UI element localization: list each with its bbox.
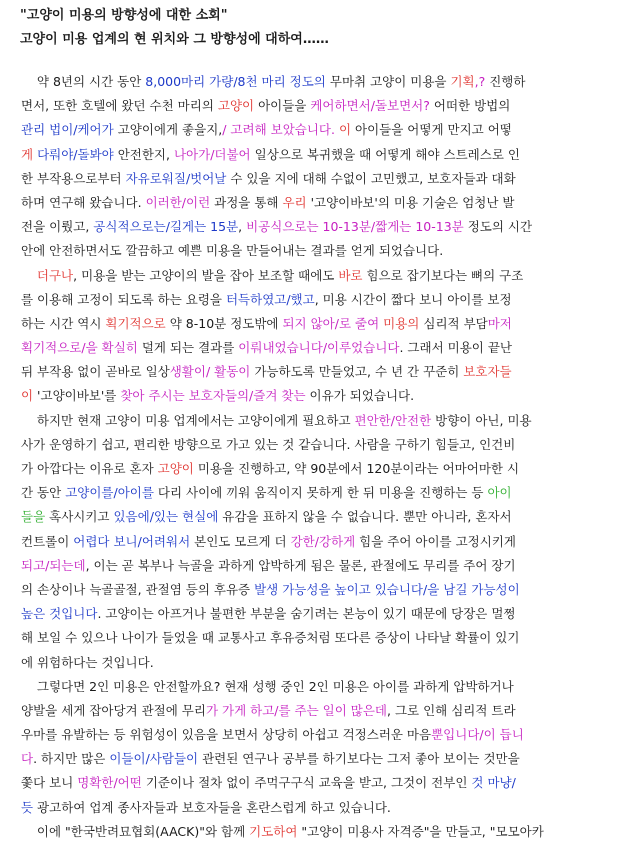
text-segment: 사가 운영하기 쉽고, 편리한 방향으로 가고 있는 것 같습니다. 사람을 구하기 힘들고, 인건비 xyxy=(21,436,516,452)
text-line xyxy=(21,675,621,699)
text-segment: 하는 시간 역시 xyxy=(21,315,106,331)
text-segment: 게 xyxy=(21,146,34,162)
text-segment: 비공식으로는 10-13분/짧게는 10-13분 xyxy=(246,219,464,235)
text-segment: 간 동안 xyxy=(21,485,66,501)
text-segment: 힘을 주어 아이를 고정시키게 xyxy=(355,533,516,549)
text-segment: 가능하도록 만들었고, 수 년 간 꾸준히 xyxy=(250,364,464,380)
text-segment: 이 xyxy=(21,388,34,404)
text-segment: 혹사시키고 xyxy=(45,509,114,525)
text-line xyxy=(21,530,621,554)
text-segment: 이 xyxy=(338,122,352,138)
text-segment: 공식적으로는/길게는 15분 xyxy=(93,219,239,235)
text-segment: 약 8-10분 정도밖에 xyxy=(165,315,283,331)
text-line xyxy=(21,796,621,820)
document-subtitle: 고양이 미용 업계의 현 위치와 그 방향성에 대하여…… xyxy=(20,32,329,47)
text-segment: 아이들을 어떻게 만지고 어떻 xyxy=(351,122,512,138)
text-segment: 생활이/ 활동이 xyxy=(169,364,251,380)
text-segment: 자유로워질/벗어날 xyxy=(125,170,227,186)
text-segment: 기도하여 xyxy=(249,823,298,839)
text-line xyxy=(21,771,621,795)
text-segment: 이뤄내었습니다/이루었습니다 xyxy=(238,340,400,356)
text-segment: 미용의 xyxy=(383,315,420,331)
text-segment: 기획 xyxy=(450,74,475,89)
text-segment: 본인도 모르게 더 xyxy=(190,533,291,549)
text-segment: 과정을 통해 xyxy=(210,194,283,210)
text-segment: 관련된 연구나 공부를 하기보다는 그저 좋아 보이는 것만을 xyxy=(198,751,520,767)
text-segment: / 고려해 보았습니다. xyxy=(222,122,335,138)
text-segment: 심리적 부담 xyxy=(419,315,488,331)
text-segment: 있음에/있는 현실에 xyxy=(113,509,219,525)
text-line xyxy=(21,167,621,191)
text-segment: , 미용 시간이 짧다 보니 아이를 보정 xyxy=(314,291,512,307)
text-segment: '고양이바보'를 xyxy=(33,388,121,404)
text-segment: 유감을 표하지 않을 수 없습니다. 뿐만 아니라, 혼자서 xyxy=(218,509,512,525)
text-line xyxy=(21,143,621,167)
text-segment: 하지만 현재 고양이 미용 업계에서는 고양이에게 필요하고 xyxy=(21,412,355,428)
text-segment: 쫓다 보니 xyxy=(21,775,78,791)
text-segment: 힘으로 잡기보다는 뼈의 구조 xyxy=(362,267,524,283)
text-line xyxy=(21,239,621,263)
text-segment: 듯 xyxy=(21,799,34,815)
text-segment xyxy=(21,268,37,283)
text-segment: 뿐입니다/이 듭니 xyxy=(431,727,524,743)
text-segment: 덜게 되는 결과를 xyxy=(137,340,239,356)
text-segment: 진행하 xyxy=(485,74,526,89)
text-line xyxy=(21,360,621,384)
text-segment: 고양이 xyxy=(157,461,194,476)
text-segment: 이에 "한국반려묘협회(AACK)"와 함께 xyxy=(21,823,250,839)
text-segment: 터득하였고/했고 xyxy=(225,291,315,307)
text-segment: 획기적으로/을 확실히 xyxy=(21,340,138,356)
text-segment: 그렇다면 2인 미용은 안전할까요? 현재 성행 중인 2인 미용은 아이를 과하게 압박하거나 xyxy=(21,678,514,694)
text-segment: 케어하면서/돌보면서? xyxy=(310,98,430,114)
text-segment: "고양이 미용사 자격증"을 만들고, "모모아카 xyxy=(297,823,544,839)
text-segment: 보호자들 xyxy=(463,364,512,380)
text-segment: 에 위험하다는 것입니다. xyxy=(21,654,154,670)
text-segment: 뒤 부작용 없이 곧바로 일상 xyxy=(21,364,170,380)
text-segment: 강한/강하게 xyxy=(290,533,356,549)
text-segment: 안전한지, xyxy=(113,146,174,162)
text-segment: 안에 안전하면서도 깔끔하고 예쁜 미용을 만들어내는 결과를 얻게 되었습니다. xyxy=(21,243,444,259)
text-segment: 방향이 아닌, 미용 xyxy=(431,412,532,428)
text-segment: 8,000마리 가량/8천 마리 정도의 xyxy=(145,74,326,89)
text-segment: 명확한/어떤 xyxy=(77,775,142,791)
text-segment: 무마취 고양이 미용을 xyxy=(325,74,451,89)
text-line xyxy=(21,94,621,118)
text-segment: 우마를 유발하는 등 위험성이 있음을 보면서 상당히 아쉽고 걱정스러운 마음 xyxy=(21,727,432,743)
text-line xyxy=(21,554,621,578)
text-line xyxy=(21,820,621,844)
text-segment: 더구나 xyxy=(36,267,74,283)
text-segment: . 고양이는 아프거나 불편한 부분을 숨기려는 본능이 있기 때문에 당장은 멀쩡 xyxy=(97,606,516,622)
text-line xyxy=(21,578,621,602)
text-line xyxy=(21,312,621,336)
text-segment: 아이 xyxy=(487,485,512,501)
text-segment: 아이들을 xyxy=(254,98,311,114)
text-segment: 관리 법이/케어가 xyxy=(21,122,114,138)
text-line xyxy=(21,191,621,215)
text-segment: 광고하여 업계 종사자들과 보호자들을 혼란스럽게 하고 있습니다. xyxy=(33,799,391,815)
text-segment: 한 부작용으로부터 xyxy=(21,170,126,186)
document-body xyxy=(21,70,621,844)
text-segment: 고양이 xyxy=(217,98,255,114)
text-segment: 이유가 되었습니다. xyxy=(305,388,415,404)
text-line xyxy=(21,433,621,457)
text-line xyxy=(21,409,621,433)
text-line xyxy=(21,481,621,505)
text-segment: 전을 이뤘고, xyxy=(21,219,94,235)
text-line xyxy=(21,602,621,626)
text-segment: 컨트롤이 xyxy=(21,533,74,549)
text-segment: 발생 가능성을 높이고 있습니다/을 남길 가능성이 xyxy=(254,581,520,597)
text-segment: , 그로 인해 심리적 트라 xyxy=(387,702,516,718)
text-segment: ,? xyxy=(474,74,486,89)
text-line xyxy=(21,651,621,675)
text-segment: 편안한/안전한 xyxy=(354,412,432,428)
text-segment: 것 마냥/ xyxy=(471,775,516,791)
text-segment: 이들이/사람들이 xyxy=(109,751,199,767)
text-line xyxy=(21,626,621,650)
text-segment: 우리 xyxy=(282,194,307,210)
text-segment: 양발을 세게 잡아당겨 관절에 무리 xyxy=(21,702,206,718)
text-segment: 일상으로 복귀했을 때 어떻게 해야 스트레스로 인 xyxy=(250,146,520,162)
text-line xyxy=(21,70,621,94)
text-line xyxy=(21,747,621,771)
text-line xyxy=(21,457,621,481)
text-line xyxy=(21,288,621,312)
text-segment: 이러한/이런 xyxy=(145,194,211,210)
text-line xyxy=(21,699,621,723)
text-segment: 들을 xyxy=(21,509,46,525)
text-segment: 다리 사이에 끼워 움직이지 못하게 한 뒤 미용을 진행하는 등 xyxy=(153,485,488,501)
text-segment: 찾아 주시는 보호자들의/즐겨 찾는 xyxy=(120,388,306,404)
text-segment: 획기적으로 xyxy=(105,315,166,331)
text-segment: , 미용을 받는 고양이의 발을 잡아 보조할 때에도 xyxy=(73,267,339,283)
text-segment: 나아가/더불어 xyxy=(173,146,251,162)
text-line xyxy=(21,723,621,747)
text-segment: 가 가게 하고/를 주는 일이 많은데 xyxy=(205,702,388,718)
text-segment: 어렵다 보니/어려워서 xyxy=(73,533,191,549)
text-segment: 를 이용해 고정이 되도록 하는 요령을 xyxy=(21,291,226,307)
text-segment: 가 아깝다는 이유로 혼자 xyxy=(21,461,158,476)
text-segment: 하며 연구해 왔습니다. xyxy=(21,194,146,210)
text-segment: 수 있을 지에 대해 수없이 고민했고, 보호자들과 대화 xyxy=(226,170,516,186)
text-segment: 다 xyxy=(21,751,34,767)
text-segment: , 이는 곧 복부나 늑골을 과하게 압박하게 됨은 물론, 관절에도 무리를 주어 장기 xyxy=(85,557,516,573)
text-segment: 정도의 시간 xyxy=(463,219,533,235)
text-segment: 면서, 또한 호텔에 왔던 수천 마리의 xyxy=(21,98,218,114)
text-line xyxy=(21,505,621,529)
text-line xyxy=(21,118,621,142)
text-segment: , xyxy=(238,219,247,235)
text-segment: 되고/되는데 xyxy=(21,557,86,573)
text-segment: 되지 않아/로 줄여 xyxy=(282,315,380,331)
text-segment: 해 보일 수 있으나 나이가 들었을 때 교통사고 후유증처럼 또다른 증상이 나타날 확률이 있기 xyxy=(21,630,520,646)
text-segment: 바로 xyxy=(338,267,363,283)
text-segment: . 하지만 많은 xyxy=(33,751,110,767)
text-line xyxy=(21,264,621,288)
text-segment: 기준이나 절차 없이 주먹구구식 교육을 받고, 그것이 전부인 xyxy=(141,775,472,791)
text-segment: . 그래서 미용이 끝난 xyxy=(399,340,512,356)
document-title: "고양이 미용의 방향성에 대한 소회" xyxy=(20,8,228,23)
text-segment: '고양이바보'의 미용 기술은 엄청난 발 xyxy=(306,194,515,210)
text-segment: 고양이를/아이를 xyxy=(65,485,154,501)
text-segment: 고양이에게 좋을지, xyxy=(113,122,223,138)
text-line xyxy=(21,215,621,239)
text-segment: 미용을 진행하고, 약 90분에서 120분이라는 어마어마한 시 xyxy=(193,461,520,476)
text-segment: 의 손상이나 늑골골절, 관절염 등의 후유증 xyxy=(21,581,255,597)
text-segment: 다뤄야/돌봐야 xyxy=(37,146,114,162)
text-segment: 마저 xyxy=(487,315,512,331)
text-segment: 높은 것입니다 xyxy=(21,606,98,622)
text-line xyxy=(21,384,621,408)
text-segment: 어떠한 방법의 xyxy=(429,98,511,114)
text-segment: 약 8년의 시간 동안 xyxy=(21,74,146,89)
text-line xyxy=(21,336,621,360)
